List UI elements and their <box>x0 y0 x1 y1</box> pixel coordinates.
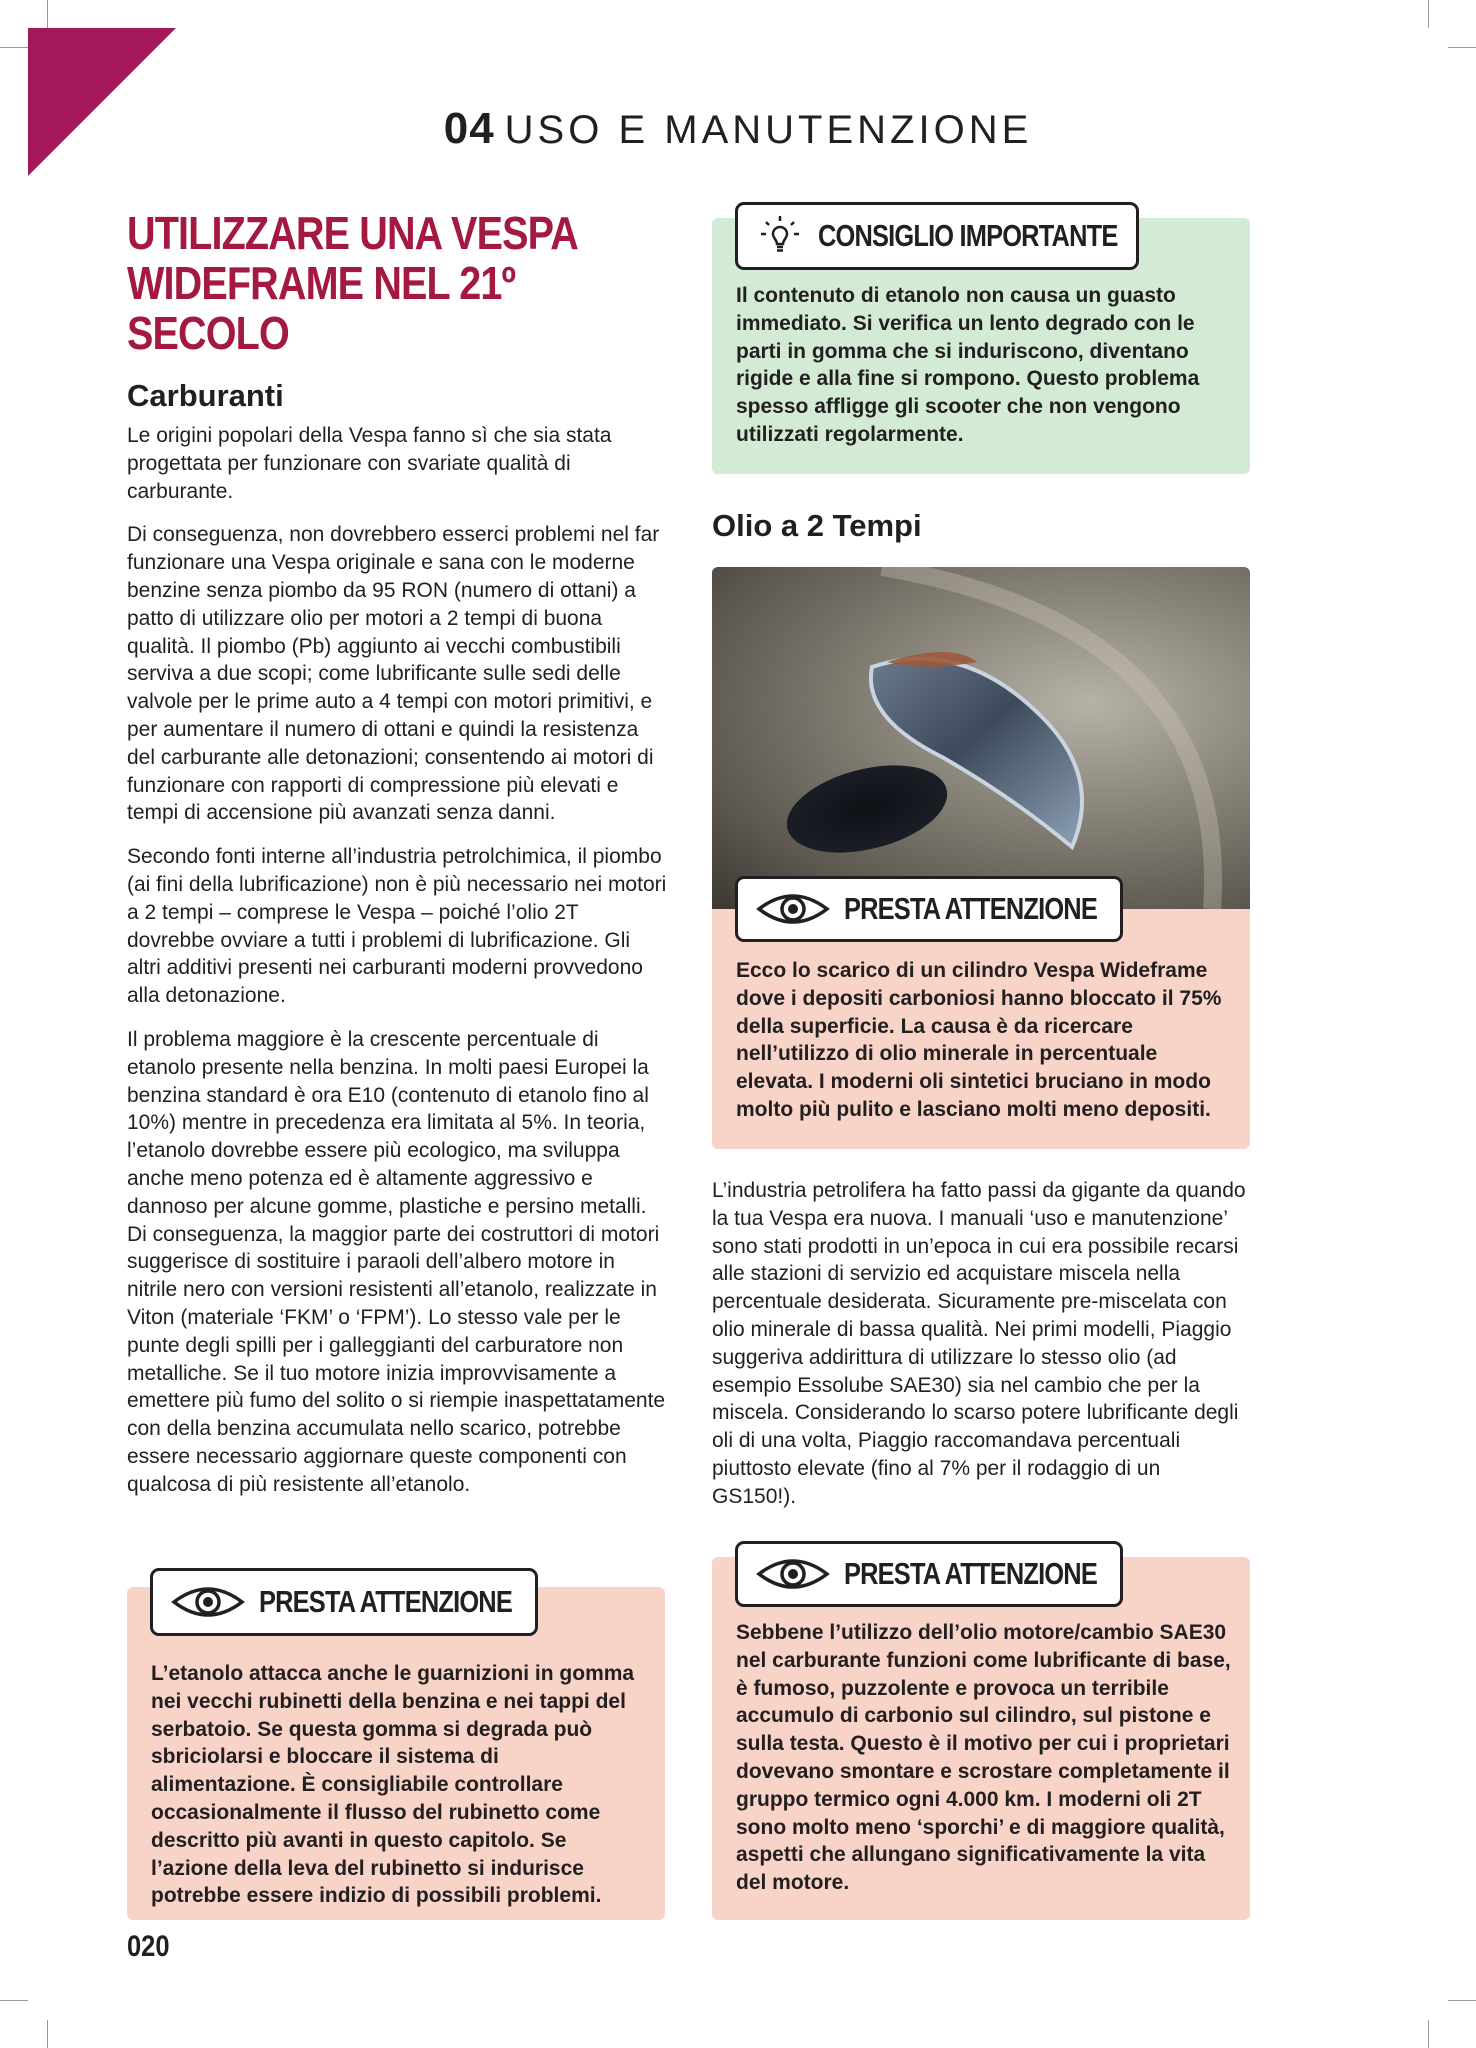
warning-label-text: PRESTA ATTENZIONE <box>259 1584 512 1619</box>
tip-label-text: CONSIGLIO IMPORTANTE <box>818 218 1118 253</box>
cylinder-illustration <box>712 567 1250 909</box>
crop-mark <box>1448 47 1476 48</box>
article-title-line1: UTILIZZARE UNA VESPA <box>127 207 578 259</box>
warning-label-text: PRESTA ATTENZIONE <box>844 1556 1097 1591</box>
warning-text: L’etanolo attacca anche le guarnizioni in gomma nei vecchi rubinetti della benzina e nei tappi del serbatoio. Se questa gomma si degrada può sbriciolarsi e bloccare il sistema di alimentazione. È consigliabile controllare occasionalmente il flusso del rubinetto come descritto più avanti in questo capitolo. Se l’azione della leva del rubinetto si indurisce potrebbe essere indizio di possibili problemi. <box>151 1662 635 1908</box>
crop-mark <box>47 0 48 28</box>
lightbulb-icon <box>756 212 804 260</box>
chapter-title: USO E MANUTENZIONE <box>504 108 1033 152</box>
warning-label <box>150 1568 538 1636</box>
crop-mark <box>1428 2020 1429 2048</box>
paragraph: Il problema maggiore è la crescente percentuale di etanolo presente nella benzina. In molti paesi Europei la benzina standard è ora E10 (contenuto di etanolo fino al 10%) mentre in precedenza era limitata al 5%. In teoria, l’etanolo dovrebbe essere più ecologico, ma sviluppa anche meno potenza ed è altamente aggressivo e dannoso per alcune gomme, plastiche e persino metalli. Di conseguenza, la maggior parte dei costruttori di motori suggerisce di sostituire i paraoli dell’albero motore in nitrile nero con versioni resistenti all’etanolo, realizzate in Viton (materiale ‘FKM’ o ‘FPM’). Lo stesso vale per le punte degli spilli per i galleggianti del carburatore non metalliche. Se il tuo motore inizia improvvisamente a emettere più fumo del solito o si riempie inaspettatamente con della benzina accumulata nello scarico, potrebbe essere necessario aggiornare queste componenti con qualcosa di più resistente all’etanolo. <box>127 1027 666 1496</box>
crop-mark <box>0 2000 28 2001</box>
tip-label <box>735 202 1139 270</box>
warning-label <box>735 1541 1123 1607</box>
article-title <box>127 208 677 358</box>
warning-text: Sebbene l’utilizzo dell’olio motore/cambio SAE30 nel carburante funzioni come lubrificante di base, è fumoso, puzzolente e provoca un terribile accumulo di carbonio sul cilindro, sul pistone e sulla testa. Questo è il motivo per cui i proprietari dovevano smontare e scrostare completamente il gruppo termico ogni 4.000 km. I moderni oli 2T sono molto meno ‘sporchi’ e di maggiore qualità, aspetti che allungano significativamente la vita del motore. <box>736 1621 1231 1895</box>
eye-icon <box>171 1584 245 1620</box>
left-column <box>127 208 667 1514</box>
section-heading-olio: Olio a 2 Tempi <box>712 508 922 543</box>
paragraph: L’industria petrolifera ha fatto passi da gigante da quando la tua Vespa era nuova. I manuali ‘uso e manutenzione’ sono stati prodotti in un’epoca in cui era possibile recarsi alle stazioni di servizio ed acquistare miscela nella percentuale desiderata. Sicuramente pre-miscelata con olio minerale di bassa qualità. Nei primi modelli, Piaggio suggeriva addirittura di utilizzare lo stesso olio (ad esempio Essolube SAE30) sia nel cambio che per la miscela. Considerando lo scarso potere lubrificante degli oli di una volta, Piaggio raccomandava percentuali piuttosto elevate (fino al 7% per il rodaggio di un GS150!). <box>712 1179 1246 1508</box>
crop-mark <box>1448 2000 1476 2001</box>
chapter-number: 04 <box>443 104 495 153</box>
crop-mark <box>0 47 28 48</box>
article-title-line2: WIDEFRAME NEL 21º SECOLO <box>127 257 516 359</box>
page-number: 020 <box>127 1930 170 1963</box>
tip-text: Il contenuto di etanolo non causa un guasto immediato. Si verifica un lento degrado con le parti in gomma che si induriscono, diventano rigide e alla fine si rompono. Questo problema spesso affligge gli scooter che non vengono utilizzati regolarmente. <box>736 284 1200 446</box>
photo-caption-box <box>712 909 1250 1149</box>
crop-mark <box>47 2020 48 2048</box>
photo-warning-label-text: PRESTA ATTENZIONE <box>844 891 1097 926</box>
paragraph: Secondo fonti interne all’industria petrolchimica, il piombo (ai fini della lubrificazione) non è più necessario nei motori a 2 tempi – comprese le Vespa – poiché l’olio 2T dovrebbe ovviare a tutti i problemi di lubrificazione. Gli altri additivi presenti nei carburanti moderni provvedono alla detonazione. <box>127 845 667 1008</box>
paragraph: Di conseguenza, non dovrebbero esserci problemi nel far funzionare una Vespa originale e sana con le moderne benzine senza piombo da 95 RON (numero di ottani) a patto di utilizzare olio per motori a 2 tempi di buona qualità. Il piombo (Pb) aggiunto ai vecchi combustibili serviva a due scopi; come lubrificante sulle sedi delle valvole per le prime auto a 4 tempi con motori primitivi, e per aumentare il numero di ottani e quindi la resistenza del carburante alle detonazioni; consentendo ai motori di funzionare con rapporti di compressione più elevati e tempi di accensione più avanzati senza danni. <box>127 523 660 825</box>
photo-caption-text: Ecco lo scarico di un cilindro Vespa Wideframe dove i depositi carboniosi hanno bloccato il 75% della superficie. La causa è da ricercare nell’utilizzo di olio minerale in percentuale elevata. I moderni oli sintetici bruciano in modo molto più pulito e lasciano molti meno depositi. <box>736 959 1222 1121</box>
warning-box-sae30 <box>712 1557 1250 1920</box>
eye-icon <box>756 891 830 927</box>
section-heading-carburanti: Carburanti <box>127 378 284 413</box>
right-column-text <box>712 1177 1250 1527</box>
photo-warning-label <box>735 876 1123 942</box>
chapter-header <box>0 104 1476 154</box>
cylinder-exhaust-photo <box>712 567 1250 909</box>
eye-icon <box>756 1556 830 1592</box>
warning-box-ethanol <box>127 1587 665 1920</box>
paragraph: Le origini popolari della Vespa fanno sì che sia stata progettata per funzionare con svariate qualità di carburante. <box>127 424 612 503</box>
crop-mark <box>1428 0 1429 28</box>
